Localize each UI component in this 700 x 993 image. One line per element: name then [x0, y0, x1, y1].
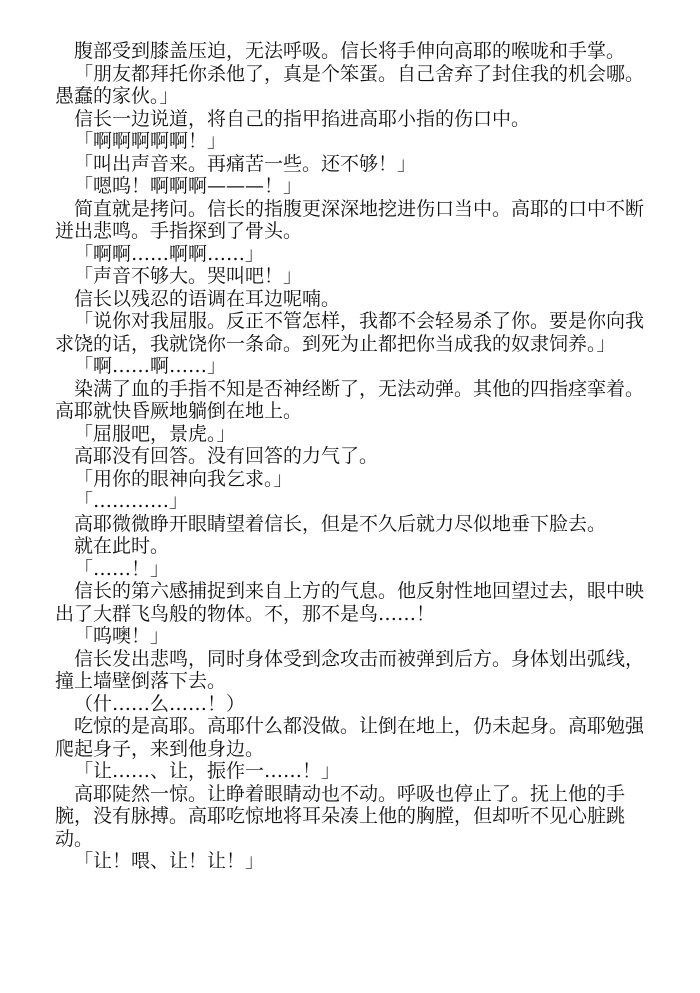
paragraph: 「嗯呜！啊啊啊———！」	[74, 175, 303, 197]
paragraph: 「让……、让，振作一……！」	[74, 760, 341, 782]
paragraph: 「呜噢！」	[74, 625, 170, 647]
paragraph: 高耶没有回答。没有回答的力气了。	[74, 445, 379, 467]
paragraph: 简直就是拷问。信长的指腹更深深地挖进伤口当中。高耶的口中不断迸出悲鸣。手指探到了骨头。	[55, 197, 645, 242]
paragraph: 「啊啊啊啊啊！」	[74, 130, 227, 152]
paragraph: 「屈服吧，景虎。」	[74, 422, 236, 445]
paragraph: 高耶陡然一惊。让睁着眼睛动也不动。呼吸也停止了。抚上他的手腕，没有脉搏。高耶吃惊地将耳朵凑上他的胸膛，但却听不见心脏跳动。	[55, 782, 626, 850]
paragraph: 「说你对我屈服。反正不管怎样，我都不会轻易杀了你。要是你向我求饶的话，我就饶你一条命。到死为止都把你当成我的奴隶饲养。」	[55, 310, 645, 355]
paragraph: 「啊……啊……」	[74, 355, 227, 377]
paragraph: 「……！」	[74, 557, 170, 580]
paragraph: （什……么……！）	[74, 692, 246, 715]
paragraph: 吃惊的是高耶。高耶什么都没做。让倒在地上，仍未起身。高耶勉强爬起身子，来到他身边。	[55, 715, 645, 760]
paragraph: 信长的第六感捕捉到来自上方的气息。他反射性地回望过去，眼中映出了大群飞鸟般的物体。不，那不是鸟……！	[55, 580, 645, 625]
page-body	[55, 40, 653, 873]
paragraph: 「叫出声音来。再痛苦一些。还不够！」	[74, 152, 417, 175]
paragraph: 染满了血的手指不知是否神经断了，无法动弹。其他的四指痉挛着。高耶就快昏厥地躺倒在地上。	[55, 377, 645, 422]
paragraph: 「啊啊……啊啊……」	[74, 242, 265, 265]
paragraph: 「声音不够大。哭叫吧！」	[74, 265, 303, 287]
paragraph: 腹部受到膝盖压迫，无法呼吸。信长将手伸向高耶的喉咙和手掌。	[74, 40, 626, 62]
paragraph: 信长发出悲鸣，同时身体受到念攻击而被弹到后方。身体划出弧线，撞上墙壁倒落下去。	[55, 647, 645, 692]
paragraph: 信长一边说道，将自己的指甲掐进高耶小指的伤口中。	[74, 107, 531, 130]
paragraph: 「…………」	[74, 490, 189, 512]
paragraph: 「用你的眼神向我乞求。」	[74, 467, 293, 490]
paragraph: 「朋友都拜托你杀他了，真是个笨蛋。自己舍弃了封住我的机会哪。愚蠢的家伙。」	[55, 62, 645, 107]
paragraph: 高耶微微睁开眼睛望着信长，但是不久后就力尽似地垂下脸去。	[74, 512, 607, 535]
paragraph: 就在此时。	[74, 535, 170, 557]
paragraph: 「让！喂、让！让！」	[74, 850, 265, 872]
paragraph: 信长以残忍的语调在耳边呢喃。	[74, 287, 341, 310]
